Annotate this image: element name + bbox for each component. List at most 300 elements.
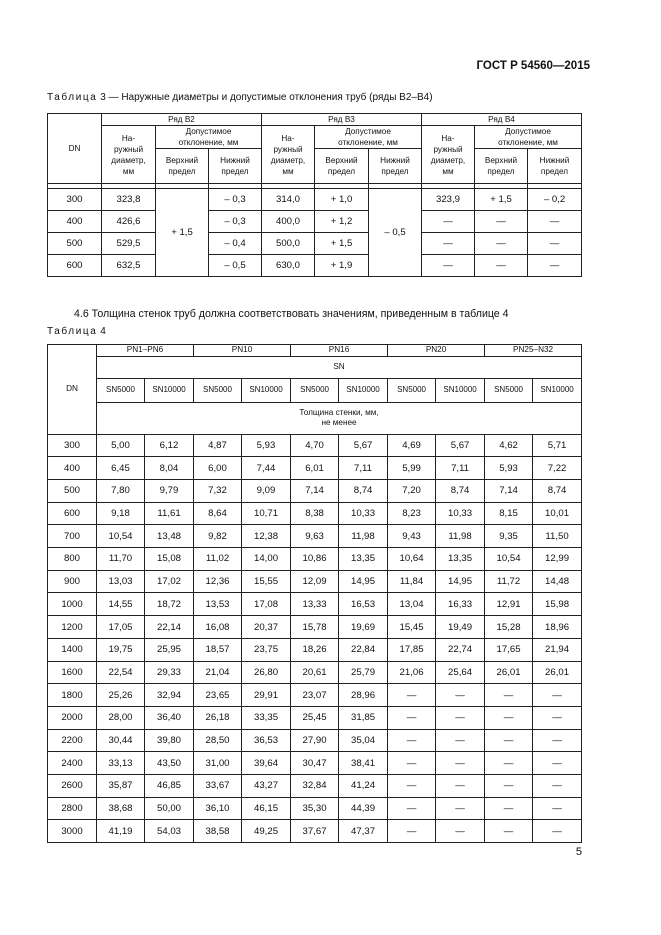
table-cell: 632,5: [102, 255, 156, 277]
table-cell: 20,37: [242, 616, 291, 639]
table-cell: 26,01: [485, 661, 533, 684]
table-cell: —: [485, 797, 533, 820]
tolerance-header: Допустимое отклонение, мм: [156, 126, 262, 149]
table-cell: 3000: [48, 820, 97, 843]
table-cell: 22,14: [145, 616, 194, 639]
table-cell: 13,33: [291, 593, 339, 616]
table-cell: 13,35: [436, 548, 485, 571]
table-cell: —: [422, 233, 475, 255]
table-cell: 31,00: [194, 752, 242, 775]
table-cell: 10,86: [291, 548, 339, 571]
table4-row: [48, 616, 582, 639]
outer-diameter-header: На- ружный диаметр, мм: [422, 126, 475, 184]
table3-caption-prefix: Таблица: [47, 92, 98, 103]
table-cell: 5,93: [485, 457, 533, 480]
table-cell: 15,08: [145, 548, 194, 571]
table-cell: 32,84: [291, 774, 339, 797]
table3-caption: [47, 92, 433, 103]
table-cell: 39,64: [242, 752, 291, 775]
table-cell: 10,01: [533, 502, 582, 525]
table-cell: 9,79: [145, 480, 194, 503]
table-cell: 22,74: [436, 638, 485, 661]
lower-limit-header: Нижний предел: [209, 149, 262, 184]
table4-row: [48, 820, 582, 843]
table-cell: —: [388, 820, 436, 843]
table-cell: 21,04: [194, 661, 242, 684]
table-cell: 5,71: [533, 434, 582, 457]
table3-row: [48, 189, 582, 211]
table-cell: 32,94: [145, 684, 194, 707]
table-cell: 37,67: [291, 820, 339, 843]
table-cell: 33,67: [194, 774, 242, 797]
table-cell: 4,87: [194, 434, 242, 457]
table4-row: [48, 684, 582, 707]
table-cell: + 1,5: [475, 189, 528, 211]
table-cell: 500,0: [262, 233, 315, 255]
table-cell: 7,11: [339, 457, 388, 480]
pn-group-header: PN10: [194, 345, 291, 357]
table4-header-row: [48, 345, 582, 357]
table-cell: —: [388, 752, 436, 775]
table4-row: [48, 457, 582, 480]
table-cell: 5,67: [339, 434, 388, 457]
table3-caption-text: 3 — Наружные диаметры и допустимые отклонения труб (ряды В2–В4): [100, 92, 433, 103]
table-cell: 9,35: [485, 525, 533, 548]
table-cell: 2600: [48, 774, 97, 797]
table-cell: 36,40: [145, 706, 194, 729]
table-cell: —: [485, 820, 533, 843]
table-cell: —: [436, 729, 485, 752]
table-cell: 500: [48, 233, 102, 255]
table-cell: 10,54: [97, 525, 145, 548]
table-cell: —: [528, 211, 582, 233]
table-cell: 600: [48, 255, 102, 277]
table-cell: 6,00: [194, 457, 242, 480]
table-cell: 35,30: [291, 797, 339, 820]
table-cell: 400,0: [262, 211, 315, 233]
table-cell: 23,75: [242, 638, 291, 661]
sn-value-header: SN10000: [242, 378, 291, 402]
table-cell: 6,01: [291, 457, 339, 480]
table-cell: 7,20: [388, 480, 436, 503]
sn-value-header: SN5000: [485, 378, 533, 402]
sn-value-header: SN5000: [97, 378, 145, 402]
table-cell: —: [485, 729, 533, 752]
table-cell: —: [528, 233, 582, 255]
table-cell: 2400: [48, 752, 97, 775]
table-cell: 8,04: [145, 457, 194, 480]
table-cell: 5,67: [436, 434, 485, 457]
table-cell: 16,53: [339, 593, 388, 616]
table-cell: 800: [48, 548, 97, 571]
table-cell: —: [436, 706, 485, 729]
table-cell: 400: [48, 457, 97, 480]
table-cell: 38,68: [97, 797, 145, 820]
table4-row: [48, 661, 582, 684]
table-cell: 630,0: [262, 255, 315, 277]
table-cell: 25,26: [97, 684, 145, 707]
table4-row: [48, 548, 582, 571]
table-cell: 14,48: [533, 570, 582, 593]
table-cell: 7,14: [291, 480, 339, 503]
table-cell: —: [533, 706, 582, 729]
sn-value-header: SN5000: [388, 378, 436, 402]
table-cell: —: [436, 774, 485, 797]
table-cell: 16,33: [436, 593, 485, 616]
table-cell: 7,22: [533, 457, 582, 480]
table-cell: —: [485, 684, 533, 707]
pn-group-header: PN25–N32: [485, 345, 582, 357]
series-header: Ряд В4: [422, 114, 582, 126]
table-cell: 1600: [48, 661, 97, 684]
table4-row: [48, 729, 582, 752]
table-cell: —: [533, 752, 582, 775]
thickness-header: Толщина стенки, мм, не менее: [97, 402, 582, 434]
outer-diameter-header: На- ружный диаметр, мм: [262, 126, 315, 184]
table-cell: 19,69: [339, 616, 388, 639]
table-cell: 1200: [48, 616, 97, 639]
table-cell: —: [388, 729, 436, 752]
table-cell: 26,18: [194, 706, 242, 729]
table-cell: 14,95: [436, 570, 485, 593]
table-cell: 300: [48, 189, 102, 211]
table-cell: 29,91: [242, 684, 291, 707]
table-cell: 11,02: [194, 548, 242, 571]
table4-row: [48, 752, 582, 775]
table-cell: 11,98: [339, 525, 388, 548]
tolerance-header: Допустимое отклонение, мм: [475, 126, 582, 149]
table-cell: —: [422, 255, 475, 277]
table-cell: —: [533, 684, 582, 707]
table-cell: 12,99: [533, 548, 582, 571]
table4-caption-prefix: Таблица: [47, 326, 98, 337]
table-cell: 11,84: [388, 570, 436, 593]
table-cell: —: [388, 684, 436, 707]
table-cell: – 0,4: [209, 233, 262, 255]
table-cell: 7,80: [97, 480, 145, 503]
table-cell: 25,95: [145, 638, 194, 661]
table4: [47, 344, 582, 843]
paragraph-4-6: 4.6 Толщина стенок труб должна соответствовать значениям, приведенным в таблице 4: [74, 308, 509, 320]
table-cell: 20,61: [291, 661, 339, 684]
table-cell: 11,70: [97, 548, 145, 571]
table-cell: —: [436, 684, 485, 707]
table-cell: – 0,3: [209, 189, 262, 211]
table-cell: 8,38: [291, 502, 339, 525]
table-cell: 10,64: [388, 548, 436, 571]
table4-row: [48, 706, 582, 729]
table-cell: 13,53: [194, 593, 242, 616]
table-cell: 54,03: [145, 820, 194, 843]
table-cell: 28,00: [97, 706, 145, 729]
table-cell: 21,94: [533, 638, 582, 661]
table3-header-row: [48, 114, 582, 126]
table-cell: 7,44: [242, 457, 291, 480]
table-cell: 41,19: [97, 820, 145, 843]
table4-row: [48, 638, 582, 661]
dn-header: DN: [48, 114, 102, 184]
table4-row: [48, 480, 582, 503]
table-cell: 22,54: [97, 661, 145, 684]
table-cell: —: [436, 752, 485, 775]
table-cell: 323,9: [422, 189, 475, 211]
table-cell: 22,84: [339, 638, 388, 661]
table-cell: 9,43: [388, 525, 436, 548]
table-cell: 35,87: [97, 774, 145, 797]
table-cell: 39,80: [145, 729, 194, 752]
table-cell: 16,08: [194, 616, 242, 639]
table-cell: —: [485, 706, 533, 729]
table-cell: 14,95: [339, 570, 388, 593]
table4-header-row: [48, 378, 582, 402]
table-cell: 18,72: [145, 593, 194, 616]
table-cell: + 1,9: [315, 255, 369, 277]
table-cell: 9,18: [97, 502, 145, 525]
table-cell: 10,54: [485, 548, 533, 571]
table-cell: 700: [48, 525, 97, 548]
table-cell: 46,85: [145, 774, 194, 797]
table-cell: 6,12: [145, 434, 194, 457]
table-cell: 14,55: [97, 593, 145, 616]
table-cell: 23,07: [291, 684, 339, 707]
table-cell: 15,28: [485, 616, 533, 639]
table-cell: 35,04: [339, 729, 388, 752]
table-cell: 1800: [48, 684, 97, 707]
table4-caption-num: 4: [100, 326, 106, 337]
table-cell: 30,47: [291, 752, 339, 775]
table4-row: [48, 774, 582, 797]
table-cell: 2200: [48, 729, 97, 752]
table-cell: 1400: [48, 638, 97, 661]
table-cell: —: [422, 211, 475, 233]
table-cell: 27,90: [291, 729, 339, 752]
table-cell: —: [533, 820, 582, 843]
table4-row: [48, 797, 582, 820]
table3-row: [48, 255, 582, 277]
table-cell: 31,85: [339, 706, 388, 729]
table-cell: 9,82: [194, 525, 242, 548]
table-cell: 18,26: [291, 638, 339, 661]
table-cell: 4,69: [388, 434, 436, 457]
table-cell: 7,14: [485, 480, 533, 503]
table-cell: 17,85: [388, 638, 436, 661]
table-cell: 14,00: [242, 548, 291, 571]
tolerance-header: Допустимое отклонение, мм: [315, 126, 422, 149]
table-cell: —: [436, 797, 485, 820]
sn-value-header: SN10000: [436, 378, 485, 402]
table-cell: 11,50: [533, 525, 582, 548]
table-cell: 7,11: [436, 457, 485, 480]
table-cell: 15,98: [533, 593, 582, 616]
table-cell: 33,35: [242, 706, 291, 729]
sn-value-header: SN10000: [339, 378, 388, 402]
table-cell: 33,13: [97, 752, 145, 775]
table-cell: 10,71: [242, 502, 291, 525]
table-cell: —: [388, 797, 436, 820]
table-cell: + 1,5: [315, 233, 369, 255]
table4-header-row: [48, 356, 582, 378]
table-cell: 10,33: [436, 502, 485, 525]
upper-limit-header: Верхний предел: [475, 149, 528, 184]
table-cell: —: [475, 233, 528, 255]
table-cell: 13,04: [388, 593, 436, 616]
table-cell: 38,58: [194, 820, 242, 843]
table-cell: 36,10: [194, 797, 242, 820]
table-cell: 17,65: [485, 638, 533, 661]
lower-limit-header: Нижний предел: [528, 149, 582, 184]
table-cell: 17,08: [242, 593, 291, 616]
table-cell: + 1,2: [315, 211, 369, 233]
table-cell: 5,99: [388, 457, 436, 480]
table-cell: 9,63: [291, 525, 339, 548]
table-cell: 18,57: [194, 638, 242, 661]
table-cell: 11,61: [145, 502, 194, 525]
table-cell: —: [533, 797, 582, 820]
table-cell: 30,44: [97, 729, 145, 752]
table-cell: —: [388, 774, 436, 797]
table-cell: 36,53: [242, 729, 291, 752]
table-cell: 500: [48, 480, 97, 503]
table-cell: 44,39: [339, 797, 388, 820]
table-cell: 15,55: [242, 570, 291, 593]
table-cell: 19,75: [97, 638, 145, 661]
table4-row: [48, 593, 582, 616]
table4-row: [48, 570, 582, 593]
sn-value-header: SN5000: [194, 378, 242, 402]
table-cell: 15,45: [388, 616, 436, 639]
table-cell: 400: [48, 211, 102, 233]
table-cell: 23,65: [194, 684, 242, 707]
table-cell: 46,15: [242, 797, 291, 820]
table-cell: —: [475, 211, 528, 233]
table-cell: 17,05: [97, 616, 145, 639]
table-cell: 12,36: [194, 570, 242, 593]
table-cell: – 0,3: [209, 211, 262, 233]
table-cell: 600: [48, 502, 97, 525]
table-cell: 7,32: [194, 480, 242, 503]
table-cell: —: [436, 820, 485, 843]
table-cell: 4,70: [291, 434, 339, 457]
table-cell: 5,00: [97, 434, 145, 457]
standard-number: ГОСТ Р 54560—2015: [476, 60, 590, 72]
table-cell: 13,48: [145, 525, 194, 548]
table-cell: 19,49: [436, 616, 485, 639]
table-cell: 1000: [48, 593, 97, 616]
table-cell: 50,00: [145, 797, 194, 820]
table-cell: 17,02: [145, 570, 194, 593]
table-cell: —: [533, 729, 582, 752]
table-cell: 6,45: [97, 457, 145, 480]
table-cell: 43,50: [145, 752, 194, 775]
lower-limit-header: Нижний предел: [369, 149, 422, 184]
table-cell: 15,78: [291, 616, 339, 639]
table-cell: 25,64: [436, 661, 485, 684]
page-number: 5: [575, 846, 582, 858]
table-cell: 8,64: [194, 502, 242, 525]
table3: [47, 113, 582, 277]
table3-header-row: [48, 126, 582, 149]
pn-group-header: PN16: [291, 345, 388, 357]
table-cell: 12,09: [291, 570, 339, 593]
sn-value-header: SN10000: [145, 378, 194, 402]
table-cell: 8,23: [388, 502, 436, 525]
table-cell: 900: [48, 570, 97, 593]
table4-row: [48, 525, 582, 548]
table-cell: 26,80: [242, 661, 291, 684]
table-cell: —: [475, 255, 528, 277]
table-cell: 28,96: [339, 684, 388, 707]
table-cell: 13,03: [97, 570, 145, 593]
table-cell: 12,38: [242, 525, 291, 548]
table-cell: 8,74: [339, 480, 388, 503]
table-cell: —: [533, 774, 582, 797]
table-cell: 5,93: [242, 434, 291, 457]
table-cell: 26,01: [533, 661, 582, 684]
dn-header: DN: [48, 345, 97, 435]
table-cell: 8,74: [533, 480, 582, 503]
table4-row: [48, 434, 582, 457]
table-cell: 43,27: [242, 774, 291, 797]
table-cell: 49,25: [242, 820, 291, 843]
table-cell: 38,41: [339, 752, 388, 775]
table-cell: 11,98: [436, 525, 485, 548]
table-cell: —: [485, 774, 533, 797]
table-cell: 28,50: [194, 729, 242, 752]
table-cell: 29,33: [145, 661, 194, 684]
outer-diameter-header: На- ружный диаметр, мм: [102, 126, 156, 184]
table-cell: 21,06: [388, 661, 436, 684]
table4-caption: [47, 326, 106, 337]
series-header: Ряд В3: [262, 114, 422, 126]
table-cell: 2800: [48, 797, 97, 820]
table3-row: [48, 233, 582, 255]
table-cell: 8,74: [436, 480, 485, 503]
table-cell: + 1,0: [315, 189, 369, 211]
table-cell: 18,96: [533, 616, 582, 639]
table-cell: 300: [48, 434, 97, 457]
table-cell: 47,37: [339, 820, 388, 843]
table3-row: [48, 211, 582, 233]
table-cell: 529,5: [102, 233, 156, 255]
table-cell: – 0,2: [528, 189, 582, 211]
table-cell: 12,91: [485, 593, 533, 616]
table-cell: 314,0: [262, 189, 315, 211]
table-cell: 25,79: [339, 661, 388, 684]
sn-value-header: SN10000: [533, 378, 582, 402]
table-cell: – 0,5: [209, 255, 262, 277]
upper-limit-header: Верхний предел: [156, 149, 209, 184]
pn-group-header: PN1–PN6: [97, 345, 194, 357]
b2-upper-merged: + 1,5: [156, 189, 209, 277]
table-cell: 8,15: [485, 502, 533, 525]
table-cell: 4,62: [485, 434, 533, 457]
sn-header: SN: [97, 356, 582, 378]
table-cell: 426,6: [102, 211, 156, 233]
table-cell: —: [388, 706, 436, 729]
table-cell: 13,35: [339, 548, 388, 571]
table-cell: 41,24: [339, 774, 388, 797]
pn-group-header: PN20: [388, 345, 485, 357]
table4-row: [48, 502, 582, 525]
table-cell: 10,33: [339, 502, 388, 525]
series-header: Ряд В2: [102, 114, 262, 126]
table-cell: 323,8: [102, 189, 156, 211]
table4-header-row: [48, 402, 582, 434]
table-cell: —: [485, 752, 533, 775]
b3-lower-merged: – 0,5: [369, 189, 422, 277]
table-cell: 9,09: [242, 480, 291, 503]
table-cell: 11,72: [485, 570, 533, 593]
